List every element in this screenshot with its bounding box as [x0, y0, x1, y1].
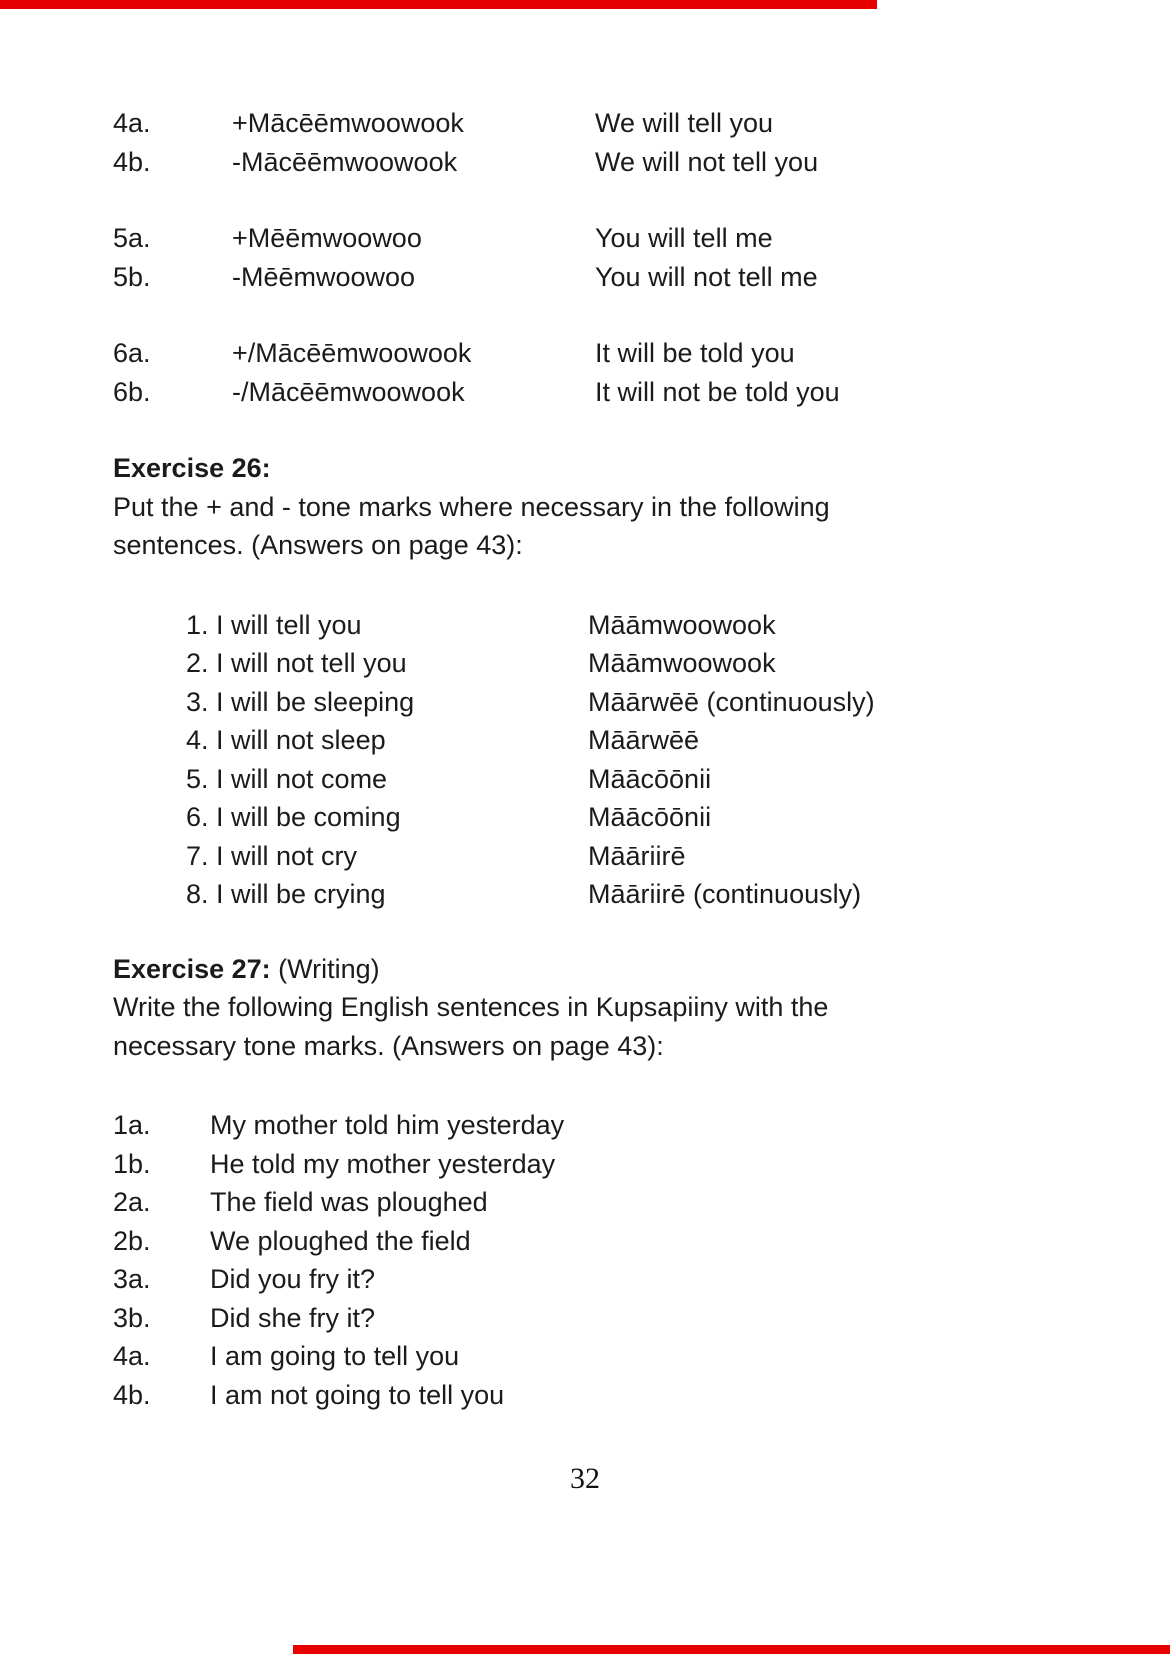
english-sentence: The field was ploughed — [210, 1187, 488, 1217]
tone-pair-group-5 — [113, 219, 1080, 296]
row-label: 1a. — [113, 1110, 151, 1140]
kupsapiiny-answer: Māāriirē — [588, 840, 686, 871]
kupsapiiny-text: +/Mācēēmwoowook — [232, 338, 472, 368]
english-sentence: 7. I will not cry — [186, 840, 358, 871]
exercise-26-list — [186, 606, 1080, 914]
kupsapiiny-answer: Māārwēē (continuously) — [588, 686, 875, 717]
list-item — [186, 644, 1080, 683]
tone-pair-row — [113, 258, 1080, 297]
row-label: 3b. — [113, 1302, 151, 1333]
scan-edge-red-bar-top — [0, 0, 877, 9]
kupsapiiny-text: +Mācēēmwoowook — [232, 108, 464, 138]
tone-pair-row — [113, 219, 1080, 258]
english-translation: It will be told you — [595, 338, 795, 368]
english-sentence: 2. I will not tell you — [186, 648, 407, 678]
english-sentence: 8. I will be crying — [186, 879, 386, 909]
english-translation: You will tell me — [595, 223, 773, 253]
exercise-26-instructions-line1: Put the + and - tone marks where necessary in the following — [113, 491, 830, 522]
english-sentence: 1. I will tell you — [186, 609, 362, 640]
kupsapiiny-answer: Māāmwoowook — [588, 609, 776, 640]
english-translation: It will not be told you — [595, 376, 840, 407]
row-label: 3a. — [113, 1264, 151, 1294]
tone-pair-row — [113, 104, 1080, 143]
exercise-26-heading-text: Exercise 26: — [113, 453, 271, 483]
kupsapiiny-text: -/Mācēēmwoowook — [232, 376, 465, 407]
exercise-27-heading-text: Exercise 27: — [113, 953, 271, 984]
list-item — [113, 1106, 1080, 1145]
page-number: 32 — [570, 1462, 600, 1495]
tone-pair-group-6 — [113, 334, 1080, 411]
list-item — [186, 760, 1080, 799]
row-label: 5b. — [113, 261, 151, 292]
list-item — [113, 1299, 1080, 1338]
exercise-26-section — [113, 449, 1080, 914]
list-item — [113, 1337, 1080, 1376]
exercise-27-section — [113, 950, 1080, 1415]
row-label: 4b. — [113, 1379, 151, 1410]
kupsapiiny-text: -Mācēēmwoowook — [232, 146, 458, 177]
english-sentence: We ploughed the field — [210, 1225, 471, 1256]
kupsapiiny-answer: Māācōōnii — [588, 802, 712, 832]
english-sentence: He told my mother yesterday — [210, 1148, 556, 1179]
exercise-27-heading — [113, 950, 1080, 989]
row-label: 4b. — [113, 146, 151, 177]
list-item — [113, 1260, 1080, 1299]
english-sentence: Did she fry it? — [210, 1302, 376, 1333]
exercise-27-instructions-line2: necessary tone marks. (Answers on page 43): — [113, 1030, 664, 1061]
list-item — [113, 1145, 1080, 1184]
page-content — [113, 104, 1080, 1414]
english-translation: You will not tell me — [595, 261, 818, 292]
row-label: 6b. — [113, 376, 151, 407]
english-sentence: Did you fry it? — [210, 1264, 376, 1294]
exercise-27-instructions-line1: Write the following English sentences in Kupsapiiny with the — [113, 992, 829, 1022]
english-translation: We will not tell you — [595, 146, 819, 177]
scan-edge-red-bar-bottom — [293, 1645, 1170, 1654]
exercise-26-heading — [113, 449, 1080, 488]
list-item — [186, 837, 1080, 876]
english-sentence: 6. I will be coming — [186, 802, 401, 832]
english-sentence: I am going to tell you — [210, 1341, 460, 1371]
english-sentence: My mother told him yesterday — [210, 1110, 565, 1140]
kupsapiiny-answer: Māārwēē — [588, 725, 700, 755]
english-sentence: 3. I will be sleeping — [186, 686, 415, 717]
english-sentence: 4. I will not sleep — [186, 725, 386, 755]
row-label: 1b. — [113, 1148, 151, 1179]
exercise-26-instructions-line2: sentences. (Answers on page 43): — [113, 530, 523, 560]
kupsapiiny-text: -Mēēmwoowoo — [232, 261, 416, 292]
exercise-27-list — [113, 1106, 1080, 1414]
row-label: 5a. — [113, 223, 151, 253]
list-item — [186, 721, 1080, 760]
list-item — [113, 1376, 1080, 1415]
row-label: 4a. — [113, 1341, 151, 1371]
kupsapiiny-answer: Māāriirē (continuously) — [588, 879, 862, 909]
row-label: 2a. — [113, 1187, 151, 1217]
tone-pair-row — [113, 373, 1080, 412]
tone-pair-table — [113, 104, 1080, 411]
exercise-27-heading-suffix: (Writing) — [270, 953, 380, 984]
list-item — [186, 606, 1080, 645]
kupsapiiny-text: +Mēēmwoowoo — [232, 223, 422, 253]
row-label: 6a. — [113, 338, 151, 368]
tone-pair-group-4 — [113, 104, 1080, 181]
row-label: 2b. — [113, 1225, 151, 1256]
row-label: 4a. — [113, 108, 151, 138]
list-item — [186, 875, 1080, 914]
tone-pair-row — [113, 143, 1080, 182]
list-item — [113, 1222, 1080, 1261]
tone-pair-row — [113, 334, 1080, 373]
kupsapiiny-answer: Māāmwoowook — [588, 648, 776, 678]
english-sentence: 5. I will not come — [186, 763, 388, 794]
english-translation: We will tell you — [595, 108, 774, 138]
list-item — [186, 798, 1080, 837]
list-item — [186, 683, 1080, 722]
kupsapiiny-answer: Māācōōnii — [588, 763, 712, 794]
list-item — [113, 1183, 1080, 1222]
english-sentence: I am not going to tell you — [210, 1379, 505, 1410]
